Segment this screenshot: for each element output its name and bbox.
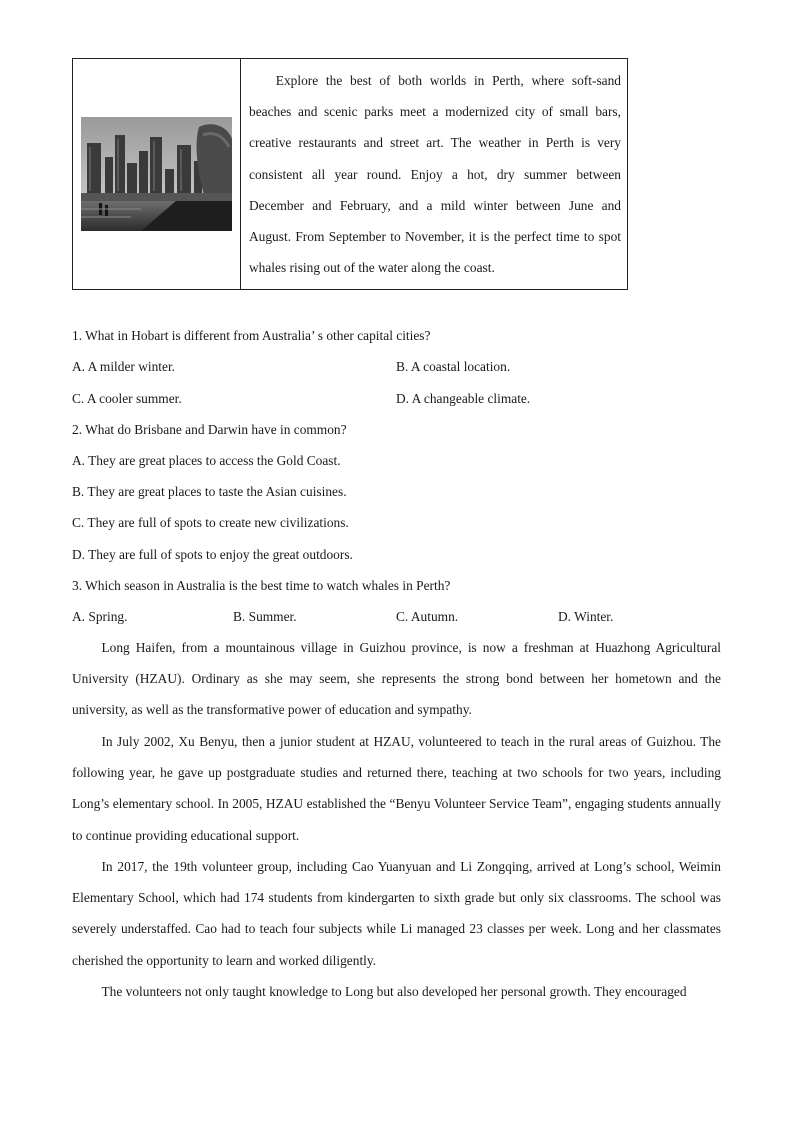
question-3-stem: 3. Which season in Australia is the best time to watch whales in Perth? [72,578,451,593]
question-3-option-a: A. Spring. [72,609,128,624]
question-1-option-d: D. A changeable climate. [396,391,531,406]
question-1-option-a: A. A milder winter. [72,359,176,374]
question-2-option-d: D. They are full of spots to enjoy the great outdoors. [72,547,353,562]
passage-paragraph-1: Long Haifen, from a mountainous village in Guizhou province, is now a freshman at Huazhong Agricultural University (HZAU). Ordinary as she may seem, she represents the strong bond between her hometown and the university, as well as the transformative power of education and sympathy. [72,640,721,718]
passage-paragraph-4: The volunteers not only taught knowledge to Long but also developed her personal growth. They encouraged [101,984,687,999]
question-2-option-a: A. They are great places to access the Gold Coast. [72,453,341,468]
question-3-option-d: D. Winter. [558,609,614,624]
question-2-option-c: C. They are full of spots to create new civilizations. [72,515,349,530]
question-1-option-c: C. A cooler summer. [72,391,182,406]
passage-paragraph-3: In 2017, the 19th volunteer group, including Cao Yuanyuan and Li Zongqing, arrived at Long’s school, Weimin Elementary School, which had 174 students from kindergarten to sixth grade but only six classrooms. The school was severely understaffed. Cao had to teach four subjects while Li managed 23 classes per week. Long and her classmates cherished the opportunity to learn and worked diligently. [72,859,721,968]
question-3-option-c: C. Autumn. [396,609,459,624]
perth-description: Explore the best of both worlds in Perth, where soft-sand beaches and scenic parks meet a modernized city of small bars, creative restaurants and street art. The weather in Perth is very consistent all year round. Enjoy a hot, dry summer between December and February, and a mild winter between June and August. From September to November, it is the perfect time to spot whales rising out of the water along the coast. [249,73,621,276]
perth-info-table [72,58,628,290]
question-3-option-b: B. Summer. [233,609,297,624]
passage-paragraph-2: In July 2002, Xu Benyu, then a junior student at HZAU, volunteered to teach in the rural areas of Guizhou. The following year, he gave up postgraduate studies and returned there, teaching at two schools for two years, including Long’s elementary school. In 2005, HZAU established the “Benyu Volunteer Service Team”, engaging students annually to continue providing educational support. [72,734,721,843]
perth-photo-cell [73,59,241,290]
perth-text-cell [241,59,628,290]
question-2-stem: 2. What do Brisbane and Darwin have in common? [72,422,347,437]
perth-city-photo [81,117,232,231]
question-2-option-b: B. They are great places to taste the Asian cuisines. [72,484,347,499]
question-1-option-b: B. A coastal location. [396,359,511,374]
question-1-stem: 1. What in Hobart is different from Australia’ s other capital cities? [72,328,431,343]
